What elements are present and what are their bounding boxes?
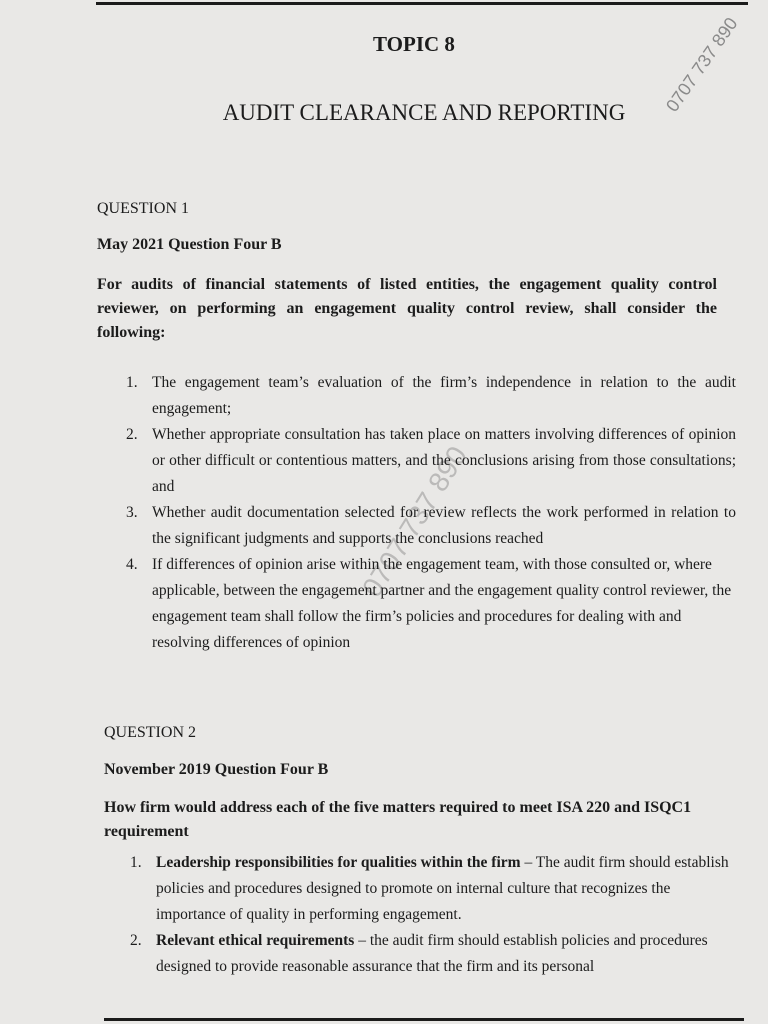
question-1-date: May 2021 Question Four B: [97, 236, 282, 253]
list-item-text: The engagement team’s evaluation of the firm’s independence in relation to the audit engagement;: [152, 374, 736, 417]
list-item-number: 1.: [126, 374, 138, 391]
question-2-list: [130, 850, 730, 980]
list-item-number: 4.: [126, 556, 138, 573]
topic-heading: TOPIC 8: [373, 32, 455, 56]
list-item-description: – The audit firm should establish policies and procedures designed to promote on internal culture that recognizes the importance of quality in performing engagement.: [156, 854, 729, 923]
question-2-title: QUESTION 2: [104, 724, 196, 741]
list-item-text: Whether appropriate consultation has taken place on matters involving differences of opinion or other difficult or contentious matters, and the conclusions arising from those consultations; and: [152, 426, 736, 495]
list-item: [126, 552, 736, 656]
list-item-description: – the audit firm should establish policies and procedures designed to provide reasonable assurance that the firm and its personal: [156, 932, 708, 975]
subject-heading: AUDIT CLEARANCE AND REPORTING: [222, 100, 626, 125]
watermark-phone-center: 0707 737 890: [356, 440, 474, 603]
list-item: [126, 500, 736, 552]
list-item-number: 2.: [130, 932, 142, 949]
list-item-term: Relevant ethical requirements: [156, 932, 355, 949]
list-item-number: 2.: [126, 426, 138, 443]
bottom-rule: [104, 1018, 744, 1021]
question-2-date: November 2019 Question Four B: [104, 761, 329, 778]
list-item: [126, 422, 736, 500]
top-rule: [96, 2, 748, 5]
list-item-text: If differences of opinion arise within the engagement team, with those consulted or, where applicable, between the engagement partner and the engagement quality control reviewer, the engagement team shall follow the firm’s policies and procedures for dealing with and resolving differences of opinion: [152, 556, 732, 651]
list-item-text: Whether audit documentation selected for review reflects the work performed in relation to the significant judgments and supports the conclusions reached: [152, 504, 736, 547]
list-item: [130, 928, 730, 980]
watermark-phone-top: 0707 737 890: [662, 13, 742, 116]
question-2-intro: How firm would address each of the five matters required to meet ISA 220 and ISQC1 requirement: [104, 799, 692, 840]
question-1-intro: For audits of financial statements of listed entities, the engagement quality control reviewer, on performing an engagement quality control review, shall consider the following:: [97, 276, 717, 341]
question-1-title: QUESTION 1: [97, 200, 189, 217]
list-item-text: [156, 928, 730, 980]
list-item-number: 3.: [126, 504, 138, 521]
list-item: [130, 850, 730, 928]
list-item: [126, 370, 736, 422]
list-item-text: [156, 850, 730, 928]
list-item-number: 1.: [130, 854, 142, 871]
question-1-list: [126, 370, 736, 656]
list-item-term: Leadership responsibilities for qualities within the firm: [156, 854, 521, 871]
